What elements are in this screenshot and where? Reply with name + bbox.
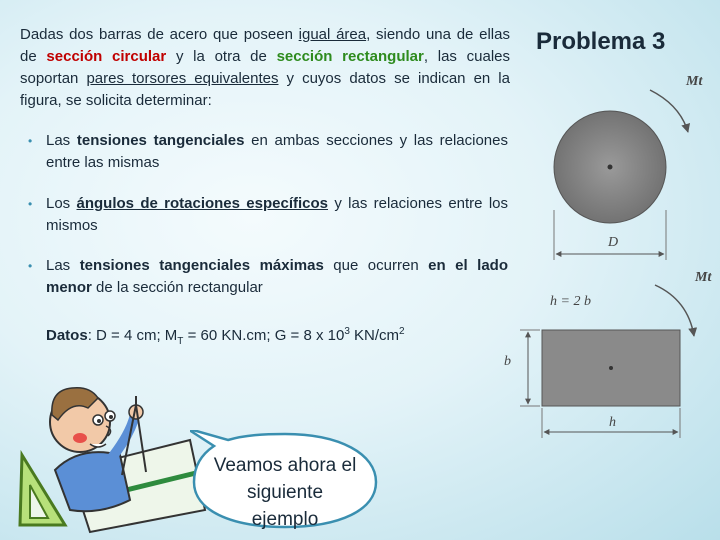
moment-arrow-top: [650, 90, 688, 132]
problem-statement: [20, 24, 510, 112]
professor-cheek: [73, 433, 87, 443]
question-2-keyword: ángulos de rotaciones específicos: [76, 195, 329, 212]
intro-equal-area: igual área: [298, 26, 367, 43]
sections-figure: [490, 60, 720, 440]
intro-rectangular-section: sección rectangular: [276, 48, 424, 65]
question-1-keyword: tensiones tangenciales: [76, 132, 245, 149]
intro-text-2: , siendo una de ellas de: [20, 26, 510, 65]
bullet-icon: •: [28, 197, 33, 211]
bullet-icon: •: [28, 259, 33, 273]
moment-arrow-bottom: [655, 285, 694, 336]
sections-drawing: [490, 60, 720, 440]
question-item-3: • Las tensiones tangenciales máximas que ocurren en el lado menor de la sección rectangular: [28, 255, 508, 299]
intro-circular-section: sección circular: [46, 48, 167, 65]
rect-center: [609, 366, 613, 370]
intro-text-4: , las cuales soportan: [20, 48, 511, 87]
speech-bubble: [190, 430, 380, 530]
circle-center: [608, 165, 613, 170]
moment-label-top: Mt: [686, 74, 703, 89]
professor-illustration: [10, 360, 210, 535]
moment-label-bottom: Mt: [695, 270, 712, 285]
given-data-label: Datos: [46, 327, 88, 344]
question-item-2: • Los ángulos de rotaciones específicos y las relaciones entre los mismos: [28, 193, 508, 237]
h-label: h: [609, 415, 616, 430]
question-item-1: • Las tensiones tangenciales en ambas secciones y las relaciones entre las mismas: [28, 130, 508, 174]
speech-bubble-text: [190, 452, 380, 533]
question-3-keyword: tensiones tangenciales máximas: [79, 257, 324, 274]
intro-text-3: y la otra de: [166, 48, 277, 65]
professor-body: [55, 452, 130, 511]
b-label: b: [504, 354, 511, 369]
professor-arm: [110, 415, 135, 460]
h-equation-label: h = 2 b: [550, 294, 591, 309]
bullet-icon: •: [28, 134, 33, 148]
speech-bubble-line-2: ejemplo: [251, 509, 319, 530]
intro-text-1: Dadas dos barras de acero que poseen: [20, 26, 299, 43]
question-3-keyword-2: en el lado menor: [46, 257, 508, 296]
given-data: Datos: D = 4 cm; $M_T = 60$ KN.cm; G = 8 x $10^3$ $KN/cm^2$: [46, 326, 405, 347]
speech-bubble-line-1: Veamos ahora el siguiente: [213, 455, 357, 503]
diameter-label: D: [608, 235, 619, 250]
professor-drawing: [10, 360, 210, 535]
intro-torque-pairs: pares torsores equivalentes: [86, 70, 279, 87]
intro-text-5: y cuyos datos se indican en la figura, se solicita determinar:: [20, 70, 510, 109]
problem-title: Problema 3: [536, 28, 666, 55]
